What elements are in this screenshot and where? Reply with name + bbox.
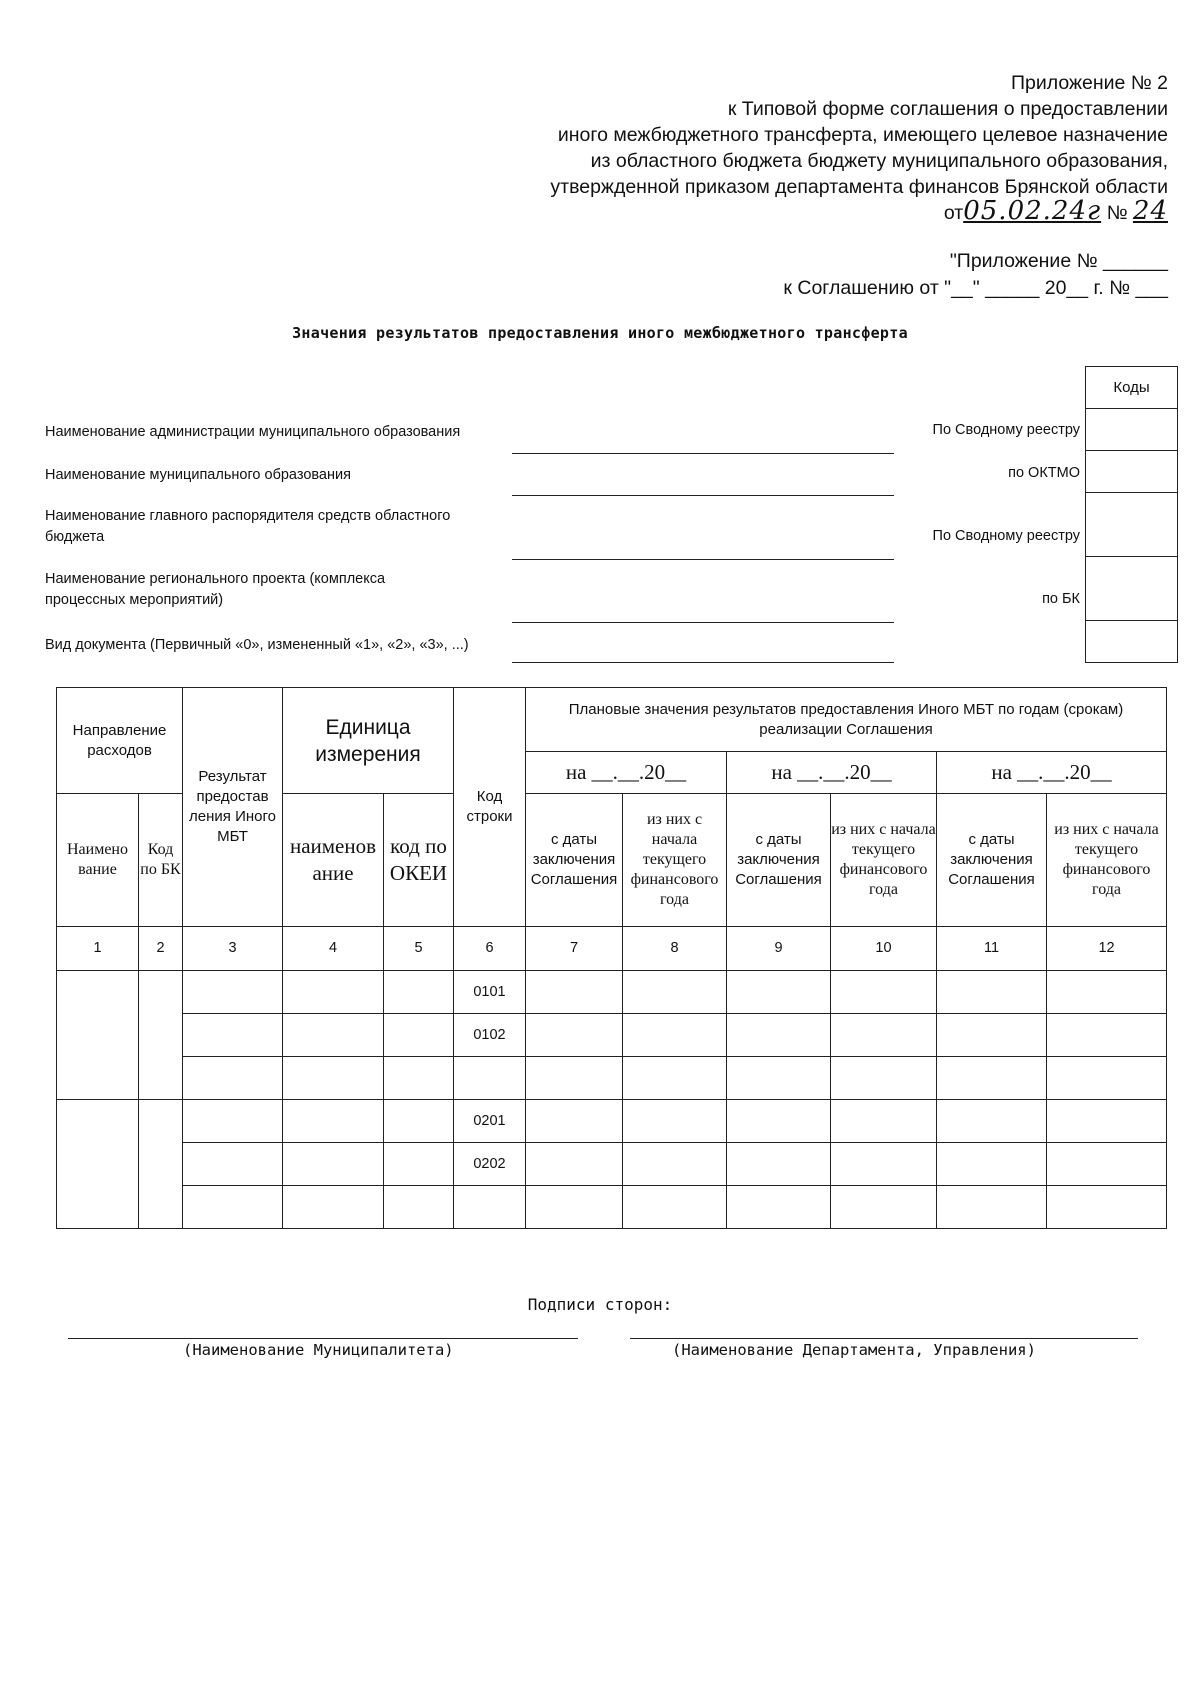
data-cell[interactable] — [937, 1100, 1047, 1143]
meta-label-main-manager: Наименование главного распорядителя средств областного бюджета — [45, 508, 451, 545]
row-code — [454, 1186, 526, 1229]
data-cell[interactable] — [831, 1014, 937, 1057]
column-number: 4 — [283, 927, 384, 971]
data-cell[interactable] — [623, 1186, 727, 1229]
meta-label-project: Наименование регионального проекта (комплекса процессных мероприятий) — [45, 571, 386, 608]
data-cell[interactable] — [183, 971, 283, 1014]
table-row — [57, 1186, 1167, 1229]
header-line-2: к Типовой форме соглашения о предоставлении — [727, 98, 1168, 120]
header-result: Результат предостав ления Иного МБТ — [183, 688, 283, 927]
attachment-line-1: "Приложение № ______ — [949, 250, 1168, 272]
column-numbers-row — [57, 927, 1167, 971]
signature-line-right[interactable] — [630, 1338, 1138, 1339]
meta-code-label-oktmo: по ОКТМО — [1008, 465, 1080, 481]
data-cell[interactable] — [283, 1143, 384, 1186]
data-cell[interactable] — [283, 1100, 384, 1143]
data-cell[interactable] — [526, 1100, 623, 1143]
data-cell[interactable] — [57, 1100, 139, 1229]
data-cell[interactable] — [384, 1143, 454, 1186]
row-code: 0201 — [454, 1100, 526, 1143]
column-number: 12 — [1047, 927, 1167, 971]
data-cell[interactable] — [831, 1100, 937, 1143]
results-table — [56, 687, 1167, 1229]
data-cell[interactable] — [139, 1100, 183, 1229]
header-unit-name: наименов ание — [283, 794, 384, 927]
meta-field-project[interactable] — [512, 622, 894, 623]
signature-line-left[interactable] — [68, 1338, 578, 1339]
column-number: 7 — [526, 927, 623, 971]
code-cell-registry-admin[interactable] — [1086, 409, 1178, 451]
data-cell[interactable] — [831, 1057, 937, 1100]
data-cell[interactable] — [526, 1014, 623, 1057]
data-cell[interactable] — [1047, 1100, 1167, 1143]
data-cell[interactable] — [183, 1143, 283, 1186]
meta-label-doc-type: Вид документа (Первичный «0», измененный «1», «2», «3», ...) — [45, 637, 469, 653]
meta-field-doc-type[interactable] — [512, 662, 894, 663]
data-cell[interactable] — [937, 971, 1047, 1014]
header-plan-values: Плановые значения результатов предоставления Иного МБТ по годам (срокам) реализации Соглашения — [526, 688, 1167, 752]
table-row — [57, 1143, 1167, 1186]
data-cell[interactable] — [623, 1057, 727, 1100]
data-cell[interactable] — [139, 971, 183, 1100]
data-cell[interactable] — [727, 1057, 831, 1100]
data-cell[interactable] — [937, 1186, 1047, 1229]
period-2: на __.__.20__ — [727, 752, 937, 794]
data-cell[interactable] — [283, 1057, 384, 1100]
row-code: 0102 — [454, 1014, 526, 1057]
signature-caption-right: (Наименование Департамента, Управления) — [672, 1341, 1036, 1359]
data-cell[interactable] — [57, 971, 139, 1100]
data-cell[interactable] — [1047, 1014, 1167, 1057]
code-cell-bk[interactable] — [1086, 557, 1178, 621]
data-cell[interactable] — [727, 1186, 831, 1229]
data-cell[interactable] — [831, 1143, 937, 1186]
data-cell[interactable] — [1047, 1143, 1167, 1186]
signatures-title: Подписи сторон: — [527, 1295, 673, 1314]
meta-code-label-admin: По Сводному реестру — [932, 422, 1080, 438]
data-cell[interactable] — [1047, 1186, 1167, 1229]
data-cell[interactable] — [831, 1186, 937, 1229]
data-cell[interactable] — [623, 971, 727, 1014]
data-cell[interactable] — [526, 1057, 623, 1100]
header-line-3: иного межбюджетного трансферта, имеющего целевое назначение — [557, 124, 1168, 146]
data-cell[interactable] — [623, 1143, 727, 1186]
attachment-line-2: к Соглашению от "__" _____ 20__ г. № ___ — [783, 277, 1168, 299]
header-since-date-3: с даты заключения Соглашения — [937, 794, 1047, 927]
period-1: на __.__.20__ — [526, 752, 727, 794]
data-cell[interactable] — [727, 1143, 831, 1186]
column-number: 9 — [727, 927, 831, 971]
column-number: 2 — [139, 927, 183, 971]
table-row — [57, 1100, 1167, 1143]
code-cell-registry-gr[interactable] — [1086, 493, 1178, 557]
header-since-year-3: из них с начала текущего финансового года — [1047, 794, 1167, 927]
column-number: 6 — [454, 927, 526, 971]
column-number: 5 — [384, 927, 454, 971]
header-since-date-2: с даты заключения Соглашения — [727, 794, 831, 927]
header-line-5: утвержденной приказом департамента финансов Брянской области — [550, 176, 1168, 198]
document-title: Значения результатов предоставления иного межбюджетного трансферта — [292, 324, 908, 342]
header-okei: код по ОКЕИ — [384, 794, 454, 927]
data-cell[interactable] — [384, 971, 454, 1014]
table-row — [57, 971, 1167, 1014]
meta-label-municipality: Наименование муниципального образования — [45, 467, 351, 483]
header-since-date-1: с даты заключения Соглашения — [526, 794, 623, 927]
data-cell[interactable] — [1047, 971, 1167, 1014]
appendix-header — [468, 70, 1168, 226]
header-since-year-2: из них с начала текущего финансового года — [831, 794, 937, 927]
handwritten-number: 24 — [1132, 196, 1168, 226]
header-kod-bk: Код по БК — [139, 794, 183, 927]
data-cell[interactable] — [1047, 1057, 1167, 1100]
code-cell-oktmo[interactable] — [1086, 451, 1178, 493]
table-row — [57, 1057, 1167, 1100]
number-prefix: № — [1106, 202, 1128, 224]
data-cell[interactable] — [384, 1186, 454, 1229]
meta-code-label-registry: По Сводному реестру — [932, 528, 1080, 544]
column-number: 3 — [183, 927, 283, 971]
meta-field-municipality[interactable] — [512, 495, 894, 496]
data-cell[interactable] — [727, 1100, 831, 1143]
order-date-line — [468, 198, 1168, 226]
date-prefix: от — [943, 202, 964, 224]
codes-table — [1085, 366, 1178, 663]
header-name: Наимено вание — [57, 794, 139, 927]
column-number: 10 — [831, 927, 937, 971]
meta-field-admin[interactable] — [512, 453, 894, 454]
data-cell[interactable] — [384, 1057, 454, 1100]
data-cell[interactable] — [727, 971, 831, 1014]
column-number: 1 — [57, 927, 139, 971]
data-cell[interactable] — [937, 1014, 1047, 1057]
data-cell[interactable] — [283, 971, 384, 1014]
meta-field-main-manager[interactable] — [512, 559, 894, 560]
data-cell[interactable] — [183, 1100, 283, 1143]
data-cell[interactable] — [526, 971, 623, 1014]
data-cell[interactable] — [183, 1057, 283, 1100]
data-cell[interactable] — [526, 1186, 623, 1229]
data-cell[interactable] — [183, 1186, 283, 1229]
column-number: 8 — [623, 927, 727, 971]
header-direction: Направление расходов — [57, 688, 183, 794]
data-cell[interactable] — [623, 1100, 727, 1143]
data-cell[interactable] — [183, 1014, 283, 1057]
row-code: 0202 — [454, 1143, 526, 1186]
period-3: на __.__.20__ — [937, 752, 1167, 794]
header-since-year-1: из них с начала текущего финансового года — [623, 794, 727, 927]
data-cell[interactable] — [384, 1100, 454, 1143]
code-cell-doc-type[interactable] — [1086, 621, 1178, 663]
data-cell[interactable] — [283, 1186, 384, 1229]
header-unit: Единица измерения — [283, 688, 454, 794]
data-cell[interactable] — [727, 1014, 831, 1057]
meta-label-admin: Наименование администрации муниципального образования — [45, 424, 461, 440]
column-number: 11 — [937, 927, 1047, 971]
data-cell[interactable] — [937, 1143, 1047, 1186]
data-cell[interactable] — [623, 1014, 727, 1057]
signature-caption-left: (Наименование Муниципалитета) — [183, 1341, 454, 1359]
data-cell[interactable] — [937, 1057, 1047, 1100]
data-cell[interactable] — [384, 1014, 454, 1057]
header-line-1: Приложение № 2 — [1011, 72, 1168, 94]
codes-header: Коды — [1086, 367, 1178, 409]
agreement-attachment — [783, 248, 1168, 302]
data-cell[interactable] — [283, 1014, 384, 1057]
meta-code-label-bk: по БК — [1042, 591, 1080, 607]
row-code — [454, 1057, 526, 1100]
row-code: 0101 — [454, 971, 526, 1014]
data-cell[interactable] — [831, 971, 937, 1014]
table-row — [57, 1014, 1167, 1057]
header-row-code: Код строки — [454, 688, 526, 927]
handwritten-date: 05.02.24г — [963, 196, 1102, 226]
data-cell[interactable] — [526, 1143, 623, 1186]
header-line-4: из областного бюджета бюджету муниципального образования, — [590, 150, 1168, 172]
